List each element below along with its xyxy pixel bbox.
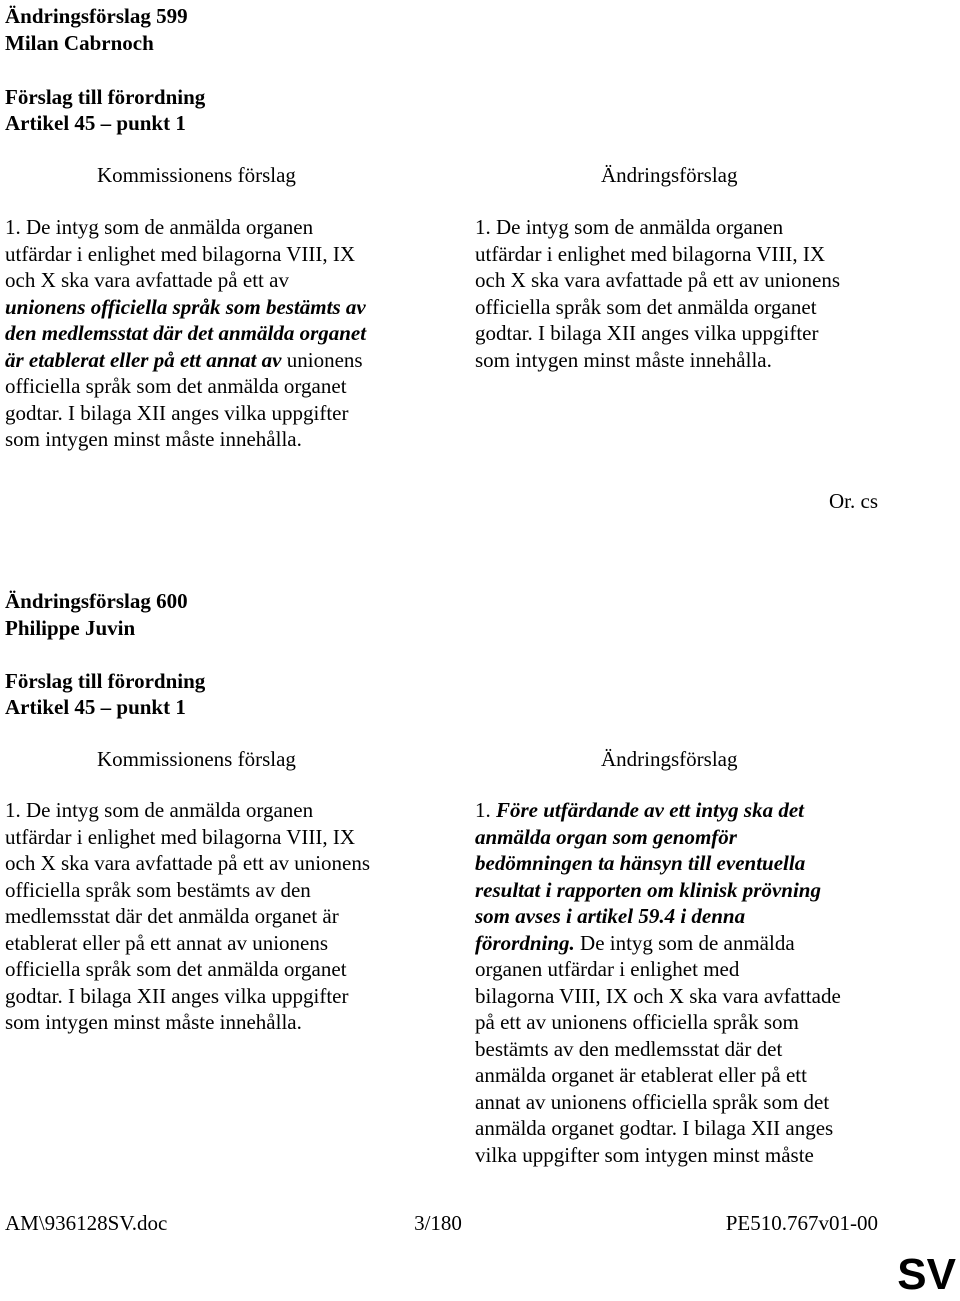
text-line: medlemsstat där det anmälda organet är [5, 904, 339, 928]
amendment-author: Philippe Juvin [5, 616, 136, 640]
proposal-title: Förslag till förordning [5, 669, 206, 693]
text-line: officiella språk som det anmälda organet [5, 957, 347, 981]
added-text-line: bedömningen ta hänsyn till eventuella [475, 851, 806, 875]
text-line: som intygen minst måste innehålla. [5, 427, 302, 451]
text-fragment: De intyg som de anmälda [574, 930, 795, 955]
text-fragment: 1. [475, 798, 496, 822]
text-line: vilka uppgifter som intygen minst måste [475, 1142, 814, 1167]
amendment-number: Ändringsförslag 600 [5, 589, 188, 613]
commission-text-block [5, 797, 425, 1036]
added-text-line: Före utfärdande av ett intyg ska det [496, 798, 804, 822]
added-text-line: som avses i artikel 59.4 i denna [475, 904, 746, 928]
text-line: organen utfärdar i enlighet med [475, 957, 740, 981]
struck-text-line: är etablerat eller på ett annat av [5, 347, 282, 372]
amendment-text-block [475, 797, 895, 1168]
amendment-number: Ändringsförslag 599 [5, 4, 188, 28]
amendment-column-header: Ändringsförslag [601, 747, 738, 771]
added-text-line: förordning. [475, 930, 575, 955]
text-line: och X ska vara avfattade på ett av unionens [5, 851, 371, 875]
text-line: 1. De intyg som de anmälda organen [5, 215, 314, 239]
amendment-column-header: Ändringsförslag [601, 163, 738, 187]
text-line: anmälda organet är etablerat eller på ett [475, 1063, 807, 1087]
text-line: officiella språk som det anmälda organet [5, 374, 347, 398]
text-fragment: unionens [281, 347, 363, 372]
language-mark: SV [897, 1250, 956, 1299]
text-line: annat av unionens officiella språk som det [475, 1089, 830, 1114]
text-line: godtar. I bilaga XII anges vilka uppgifter [5, 983, 349, 1008]
text-line: på ett av unionens officiella språk som [475, 1010, 799, 1034]
text-line: etablerat eller på ett annat av unionens [5, 930, 329, 955]
text-line: bestämts av den medlemsstat där det [475, 1036, 783, 1061]
struck-text-line: den medlemsstat där det anmälda organet [5, 321, 367, 345]
amendment-text-block [475, 214, 895, 373]
commission-column-header: Kommissionens förslag [97, 747, 296, 771]
text-line: officiella språk som bestämts av den [5, 877, 311, 902]
text-line: och X ska vara avfattade på ett av [5, 268, 289, 292]
original-language: Or. cs [829, 489, 878, 513]
text-line: 1. De intyg som de anmälda organen [5, 798, 314, 822]
footer-doc-reference: AM\936128SV.doc [5, 1211, 168, 1235]
text-line: utfärdar i enlighet med bilagorna VIII, IX [5, 241, 356, 266]
footer-page-number: 3/180 [414, 1211, 462, 1235]
article-reference: Artikel 45 – punkt 1 [5, 695, 186, 719]
added-text-line: resultat i rapporten om klinisk prövning [475, 877, 821, 902]
text-line: bilagorna VIII, IX och X ska vara avfattade [475, 983, 841, 1008]
text-line: officiella språk som det anmälda organet [475, 294, 817, 319]
text-line: som intygen minst måste innehålla. [475, 347, 772, 372]
text-line: 1. De intyg som de anmälda organen [475, 215, 784, 239]
commission-text-block [5, 214, 425, 453]
proposal-title: Förslag till förordning [5, 85, 206, 109]
text-line: utfärdar i enlighet med bilagorna VIII, IX [5, 824, 356, 849]
added-text-line: anmälda organ som genomför [475, 824, 737, 849]
text-line: som intygen minst måste innehålla. [5, 1010, 302, 1034]
commission-column-header: Kommissionens förslag [97, 163, 296, 187]
text-line: och X ska vara avfattade på ett av unionens [475, 268, 841, 292]
footer-pe-reference: PE510.767v01-00 [725, 1211, 878, 1235]
amendment-author: Milan Cabrnoch [5, 31, 154, 55]
article-reference: Artikel 45 – punkt 1 [5, 111, 186, 135]
text-line: godtar. I bilaga XII anges vilka uppgifter [475, 321, 819, 345]
struck-text-line: unionens officiella språk som bestämts av [5, 294, 366, 319]
text-line: godtar. I bilaga XII anges vilka uppgifter [5, 400, 349, 425]
text-line: utfärdar i enlighet med bilagorna VIII, IX [475, 241, 826, 266]
text-line: anmälda organet godtar. I bilaga XII anges [475, 1116, 834, 1140]
